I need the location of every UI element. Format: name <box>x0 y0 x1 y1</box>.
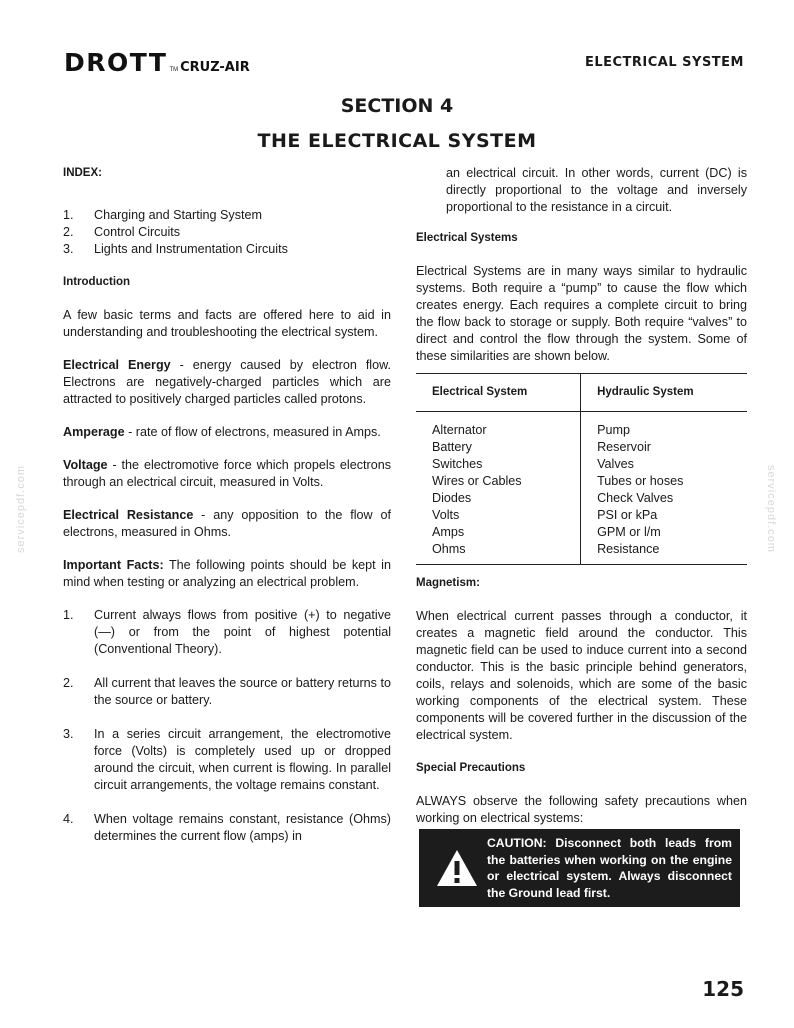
term-text: - the electromotive force which propels electrons through an electrical circuit, measured in Volts. <box>63 458 391 489</box>
warning-triangle-icon <box>427 848 487 888</box>
trademark-mark: TM <box>169 67 179 73</box>
comparison-table <box>416 373 747 565</box>
introduction-paragraph: A few basic terms and facts are offered here to aid in understanding and troubleshooting the electrical system. <box>63 308 391 339</box>
table-cell-item: GPM or l/m <box>597 525 661 539</box>
term-definition <box>63 507 391 541</box>
fact-text: When voltage remains constant, resistance (Ohms) determines the current flow (amps) in <box>94 812 391 843</box>
table-cell-item: Amps <box>432 525 465 539</box>
index-item-text: Charging and Starting System <box>94 208 263 222</box>
table-cell-item: Reservoir <box>597 440 651 454</box>
table-cell-item: Wires or Cables <box>432 474 522 488</box>
table-cell-item: Resistance <box>597 542 660 556</box>
table-cell-item: Battery <box>432 440 472 454</box>
index-list <box>63 207 391 258</box>
running-header: ELECTRICAL SYSTEM <box>584 55 744 70</box>
watermark-left: servicepdf.com <box>15 465 27 553</box>
left-column <box>63 165 391 862</box>
introduction-heading: Introduction <box>63 276 131 288</box>
index-heading: INDEX: <box>63 167 102 179</box>
index-item <box>63 224 391 241</box>
facts-list <box>63 607 391 845</box>
fact-item <box>63 675 391 709</box>
important-facts-intro <box>63 557 391 591</box>
electrical-systems-paragraph: Electrical Systems are in many ways similar to hydraulic systems. Both require a “pump” to cause the flow which creates energy. Each requires a complete circuit to bring the flow back to storage or supply. Both require “valves” to direct and control the flow through the system. Some of these similarities are shown below. <box>416 264 747 363</box>
term-text: - any opposition to the flow of electrons, measured in Ohms. <box>63 508 391 539</box>
caution-label: CAUTION: <box>487 836 547 850</box>
term-definition <box>63 357 391 408</box>
right-column <box>416 165 747 907</box>
table-cell-item: Pump <box>597 423 630 437</box>
table-cell-item: Switches <box>432 457 483 471</box>
table-cell-item: Diodes <box>432 491 472 505</box>
fact-continuation: an electrical circuit. In other words, current (DC) is directly proportional to the voltage and inversely proportional to the resistance in a circuit. <box>446 166 747 214</box>
index-item-number: 1. <box>63 208 74 222</box>
term-label: Voltage <box>63 458 108 472</box>
magnetism-paragraph: When electrical current passes through a conductor, it creates a magnetic field around the conductor. This magnetic field can be used to induce current into a second conductor. This is the basic principle behind generators, coils, relays and solenoids, which are some of the basic working components of the electrical system. These components will be covered further in the discussion of the electrical system. <box>416 609 747 742</box>
column-header-hydraulic: Hydraulic System <box>581 374 747 412</box>
index-item <box>63 207 391 224</box>
fact-number: 2. <box>63 676 74 690</box>
brand-logo <box>64 48 250 77</box>
fact-text: Current always flows from positive (+) to negative (—) or from the point of highest potential (Conventional Theory). <box>94 608 391 656</box>
term-label: Electrical Energy <box>63 358 171 372</box>
fact-item <box>63 726 391 794</box>
table-cell-item: Valves <box>597 457 634 471</box>
special-precautions-heading: Special Precautions <box>416 762 526 774</box>
electrical-items-cell <box>416 412 581 565</box>
special-precautions-paragraph: ALWAYS observe the following safety precautions when working on electrical systems: <box>416 794 747 825</box>
table-cell-item: Check Valves <box>597 491 674 505</box>
section-number: SECTION 4 <box>340 95 454 117</box>
caution-message: Disconnect both leads from the batteries when working on the engine or electrical system. Always disconnect the Ground lead first. <box>487 836 732 900</box>
table-cell-item: Volts <box>432 508 460 522</box>
term-label: Amperage <box>63 425 125 439</box>
index-item-number: 3. <box>63 242 74 256</box>
electrical-systems-heading: Electrical Systems <box>416 232 518 244</box>
caution-text <box>487 835 732 901</box>
fact-text: In a series circuit arrangement, the electromotive force (Volts) is completely used up or dropped around the circuit, when current is flowing. In parallel circuit arrangements, the voltage remains constant. <box>94 727 391 792</box>
magnetism-heading: Magnetism: <box>416 577 480 589</box>
table-cell-item: Tubes or hoses <box>597 474 684 488</box>
table-row <box>416 412 747 565</box>
fact-number: 4. <box>63 812 74 826</box>
important-facts-text: The following points should be kept in mind when testing or analyzing an electrical problem. <box>63 558 391 589</box>
term-definition <box>63 424 391 441</box>
index-item <box>63 241 391 258</box>
fact-item <box>63 607 391 658</box>
table-cell-item: PSI or kPa <box>597 508 658 522</box>
column-header-electrical: Electrical System <box>416 374 581 412</box>
fact-item <box>63 811 391 845</box>
fact-number: 1. <box>63 608 74 622</box>
page-number: 125 <box>702 977 744 1001</box>
term-definition <box>63 457 391 491</box>
watermark-right: servicepdf.com <box>765 465 777 553</box>
hydraulic-items-cell <box>581 412 747 565</box>
brand-model: CRUZ-AIR <box>180 60 250 75</box>
term-label: Electrical Resistance <box>63 508 194 522</box>
fact-number: 3. <box>63 727 74 741</box>
caution-box <box>419 829 740 907</box>
index-item-number: 2. <box>63 225 74 239</box>
brand-name: DROTT <box>64 48 168 77</box>
index-item-text: Control Circuits <box>94 225 181 239</box>
important-facts-label: Important Facts: <box>63 558 164 572</box>
fact-text: All current that leaves the source or battery returns to the source or battery. <box>94 676 391 707</box>
section-title: THE ELECTRICAL SYSTEM <box>257 130 537 152</box>
term-text: - energy caused by electron flow. Electrons are negatively-charged particles which are attracted to positively charged particles called protons. <box>63 358 392 406</box>
term-text: - rate of flow of electrons, measured in Amps. <box>124 425 381 439</box>
table-cell-item: Ohms <box>432 542 466 556</box>
table-header-row <box>416 374 747 412</box>
table-cell-item: Alternator <box>432 423 487 437</box>
index-item-text: Lights and Instrumentation Circuits <box>94 242 288 256</box>
